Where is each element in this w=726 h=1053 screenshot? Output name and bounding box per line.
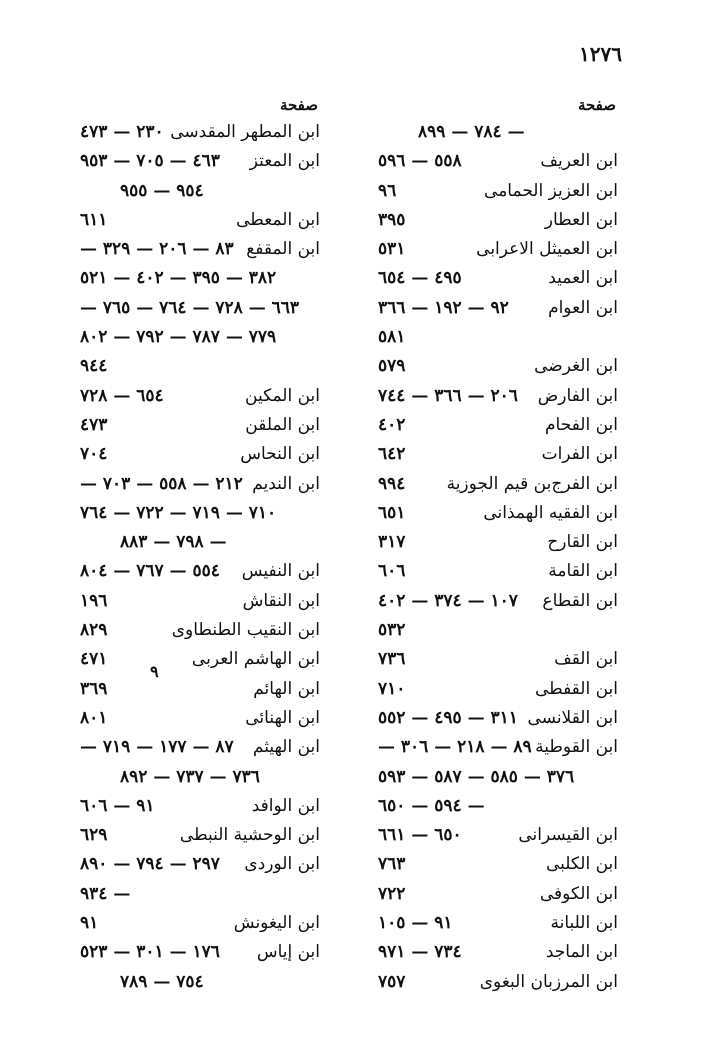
- entry-pages: ٢٣٠ — ٤٧٣: [80, 122, 164, 142]
- entry-name: ابن القارح: [547, 532, 618, 553]
- index-entry: [80, 704, 320, 733]
- index-entry: [378, 704, 618, 733]
- entry-pages: ٧٥٤ — ٧٨٩: [120, 971, 204, 992]
- entry-pages: ١٧٦ — ٣٠١ — ٥٢٣: [80, 942, 220, 963]
- entry-pages: ٢٠٦ — ٣٦٦ — ٧٤٤: [378, 385, 518, 406]
- entry-pages: ٤٦٣ — ٧٠٥ — ٩٥٣: [80, 151, 220, 172]
- entry-pages: ٦٢٩: [80, 825, 108, 846]
- index-entry: [80, 645, 320, 674]
- entry-pages: — ٩٣٤: [80, 883, 131, 904]
- entry-pages: ٧١٠: [378, 678, 406, 699]
- entry-pages: ٣٦٩: [80, 678, 108, 699]
- index-entry: [80, 470, 320, 499]
- index-entry: [80, 587, 320, 616]
- index-entry: [378, 235, 618, 264]
- entry-name: ابن القلانسى: [527, 707, 618, 728]
- entry-pages: ٧٢٢: [378, 883, 406, 904]
- entry-pages: ٦٤٢: [378, 444, 406, 465]
- entry-name: ابن العميثل الاعرابى: [476, 239, 618, 260]
- entry-name: ابن المعتز: [249, 151, 320, 172]
- index-entry: [378, 206, 618, 235]
- entry-name: ابن المقفع: [246, 239, 320, 260]
- index-column-right: [378, 92, 618, 997]
- entry-pages: ٥٥٨ — ٥٩٦: [378, 151, 462, 172]
- entry-pages: ٥٥٤ — ٧٦٧ — ٨٠٤: [80, 561, 220, 582]
- entry-name: ابن العوام: [548, 297, 618, 318]
- index-entry: [80, 206, 320, 235]
- entry-name: ابن الفارض: [537, 385, 618, 406]
- index-entry: [80, 177, 320, 206]
- entry-pages: ٧٧٩ — ٧٨٧ — ٧٩٢ — ٨٠٢: [80, 327, 277, 348]
- index-entry: [378, 440, 618, 469]
- index-entry: [80, 411, 320, 440]
- column-header: صفحة: [577, 96, 616, 114]
- entry-name: ابن الهنائى: [245, 707, 320, 728]
- entry-pages: ٩٤٤: [80, 356, 108, 377]
- index-entry: [80, 968, 320, 997]
- index-entry: [80, 352, 320, 381]
- entry-pages: ٥٧٩: [378, 356, 406, 377]
- entry-pages: ٦٦٣ — ٧٢٨ — ٧٦٤ — ٧٦٥ —: [80, 297, 300, 318]
- entry-name: ابن المكين: [245, 385, 320, 406]
- index-entry: [80, 440, 320, 469]
- entry-pages: ٩١: [80, 913, 99, 934]
- entry-name: ابن النديم: [252, 473, 320, 494]
- index-column-left: [80, 92, 320, 997]
- index-entry: [80, 499, 320, 528]
- index-entry: [378, 118, 618, 147]
- entry-name: ابن الملقن: [245, 414, 320, 435]
- index-entry: [378, 177, 618, 206]
- entry-name: ابن الهائم: [253, 678, 320, 699]
- entry-pages: ٥٨١: [378, 327, 406, 348]
- index-entry: [378, 264, 618, 293]
- entry-pages: ٤٧١: [80, 649, 108, 670]
- entry-pages: ٤٧٣: [80, 414, 108, 435]
- index-entry: [80, 382, 320, 411]
- index-entry: [80, 792, 320, 821]
- entry-pages: ١٩٦: [80, 590, 108, 611]
- index-entry: [378, 557, 618, 586]
- entry-pages: ٣١١ — ٤٩٥ — ٥٥٢: [378, 707, 518, 728]
- index-entry: [80, 733, 320, 762]
- entry-name: ابن المعطى: [236, 209, 320, 230]
- index-entry: [378, 821, 618, 850]
- entry-name: ابن الوافد: [251, 795, 320, 816]
- entry-pages: ٦٥٤ — ٧٢٨: [80, 385, 164, 406]
- index-entry: [80, 235, 320, 264]
- index-entry: [80, 821, 320, 850]
- index-entry: [80, 557, 320, 586]
- index-entry: [80, 880, 320, 909]
- index-entry: [378, 645, 618, 674]
- entry-pages: ٢١٢ — ٥٥٨ — ٧٠٣ —: [80, 473, 243, 494]
- entry-name: ابن المطهر المقدسى: [170, 122, 320, 142]
- entry-list: [378, 118, 618, 997]
- entry-pages: ٧٦٣: [378, 854, 406, 875]
- entry-pages: ٦١١: [80, 209, 108, 230]
- entry-name: ابن القامة: [548, 561, 618, 582]
- index-entry: [378, 587, 618, 616]
- entry-pages: ٤٩٥ — ٦٥٤: [378, 268, 462, 289]
- entry-name: ابن الفحام: [545, 414, 618, 435]
- index-entry: [378, 411, 618, 440]
- index-entry: [378, 968, 618, 997]
- index-entry: [378, 880, 618, 909]
- entry-pages: ٥٣٢: [378, 620, 406, 641]
- entry-pages: ٧٥٧: [378, 971, 406, 992]
- entry-name: ابن الماجد: [545, 942, 618, 963]
- index-entry: [378, 792, 618, 821]
- entry-pages: ٩٢ — ١٩٢ — ٣٦٦: [378, 297, 509, 318]
- index-entry: [378, 763, 618, 792]
- entry-name: ابن الهاشم العربى: [191, 649, 320, 670]
- entry-name: ابن الفرج‌بن قيم الجوزية: [446, 473, 618, 494]
- index-entry: [80, 616, 320, 645]
- entry-pages: ٧١٠ — ٧١٩ — ٧٢٢ — ٧٦٤: [80, 502, 277, 523]
- entry-name: ابن القف: [554, 649, 618, 670]
- index-entry: [80, 763, 320, 792]
- entry-name: ابن القطاع: [542, 590, 618, 611]
- entry-name: ابن الوحشية النبطى: [179, 825, 320, 846]
- index-entry: [378, 382, 618, 411]
- entry-pages: ٥٣١: [378, 239, 406, 260]
- index-entry: [378, 616, 618, 645]
- entry-pages: ٨٧ — ١٧٧ — ٧١٩ —: [80, 737, 234, 758]
- entry-name: ابن العطار: [544, 209, 618, 230]
- index-entry: [378, 323, 618, 352]
- entry-pages: ٨٢٩: [80, 620, 108, 641]
- entry-pages: ٨٣ — ٢٠٦ — ٣٢٩ —: [80, 239, 234, 260]
- page-number: ١٢٧٦: [579, 42, 622, 66]
- entry-pages: ٧٣٦: [378, 649, 406, 670]
- entry-pages: ٨٩ — ٢١٨ — ٣٠٦ —: [378, 737, 532, 758]
- entry-list: [80, 118, 320, 997]
- entry-name: ابن الفرات: [541, 444, 618, 465]
- entry-name: ابن العميد: [548, 268, 618, 289]
- index-entry: [378, 499, 618, 528]
- entry-pages: ٩٥٤ — ٩٥٥: [120, 180, 204, 201]
- column-header: صفحة: [279, 96, 318, 114]
- entry-name: ابن الكلبى: [545, 854, 618, 875]
- index-entry: [378, 147, 618, 176]
- index-entry: [80, 118, 320, 147]
- entry-pages: ٩١ — ١٠٥: [378, 913, 453, 934]
- index-entry: [378, 294, 618, 323]
- index-entry: [80, 147, 320, 176]
- entry-name: ابن النقاش: [242, 590, 320, 611]
- entry-pages: ٢٩٧ — ٧٩٤ — ٨٩٠: [80, 854, 220, 875]
- entry-name: ابن القيسرانى: [518, 825, 618, 846]
- index-entry: [80, 528, 320, 557]
- index-entry: [80, 850, 320, 879]
- entry-name: ابن الهيثم: [252, 737, 320, 758]
- entry-name: ابن اللبانة: [550, 913, 618, 934]
- entry-name: ابن النقيب الطنطاوى: [171, 620, 320, 641]
- entry-name: ابن العريف: [540, 151, 618, 172]
- entry-name: ابن القفطى: [534, 678, 618, 699]
- entry-pages: ٣٧٦ — ٥٨٥ — ٥٨٧ — ٥٩٣: [378, 766, 575, 787]
- entry-name: ابن الفقيه الهمذانى: [483, 502, 618, 523]
- entry-pages: ٦٥٠ — ٦٦١: [378, 825, 462, 846]
- index-entry: [378, 470, 618, 499]
- entry-pages: ٦٥١: [378, 502, 406, 523]
- entry-pages: ١٠٧ — ٣٧٤ — ٤٠٢: [378, 590, 518, 611]
- index-entry: [80, 675, 320, 704]
- index-entry: [378, 352, 618, 381]
- index-entry: [378, 733, 618, 762]
- entry-pages: ٤٠٢: [378, 414, 406, 435]
- entry-name: ابن الكوفى: [539, 883, 618, 904]
- entry-pages: ٩٩٤: [378, 473, 406, 494]
- entry-pages: ٩٦: [378, 180, 397, 201]
- index-entry: [378, 909, 618, 938]
- entry-pages: — ٥٩٤ — ٦٥٠: [378, 795, 485, 816]
- index-entry: [378, 938, 618, 967]
- entry-name: ابن النفيس: [241, 561, 320, 582]
- entry-pages: ٧٣٤ — ٩٧١: [378, 942, 462, 963]
- entry-pages: ٧٣٦ — ٧٣٧ — ٨٩٢: [120, 766, 260, 787]
- stray-mark: ٩: [150, 662, 159, 681]
- index-entry: [80, 323, 320, 352]
- entry-pages: — ٧٨٤ — ٨٩٩: [418, 122, 525, 142]
- entry-name: ابن اليغونش: [233, 913, 320, 934]
- entry-name: ابن الوردى: [244, 854, 320, 875]
- entry-pages: ٩١ — ٦٠٦: [80, 795, 155, 816]
- entry-name: ابن المرزبان البغوى: [479, 971, 618, 992]
- index-entry: [80, 938, 320, 967]
- index-entry: [378, 675, 618, 704]
- entry-pages: ٣١٧: [378, 532, 406, 553]
- entry-pages: ٦٠٦: [378, 561, 406, 582]
- entry-name: ابن القوطية: [535, 737, 618, 758]
- entry-name: ابن إياس: [256, 942, 320, 963]
- entry-name: ابن النحاس: [240, 444, 320, 465]
- index-entry: [80, 264, 320, 293]
- index-entry: [378, 528, 618, 557]
- index-entry: [80, 294, 320, 323]
- entry-pages: ٧٠٤: [80, 444, 108, 465]
- entry-name: ابن الغرضى: [534, 356, 618, 377]
- entry-pages: ٨٠١: [80, 707, 108, 728]
- entry-pages: — ٧٩٨ — ٨٨٣: [120, 532, 227, 553]
- entry-name: ابن العزيز الحمامى: [484, 180, 618, 201]
- index-entry: [80, 909, 320, 938]
- entry-pages: ٣٩٥: [378, 209, 406, 230]
- index-entry: [378, 850, 618, 879]
- entry-pages: ٣٨٢ — ٣٩٥ — ٤٠٢ — ٥٢١: [80, 268, 277, 289]
